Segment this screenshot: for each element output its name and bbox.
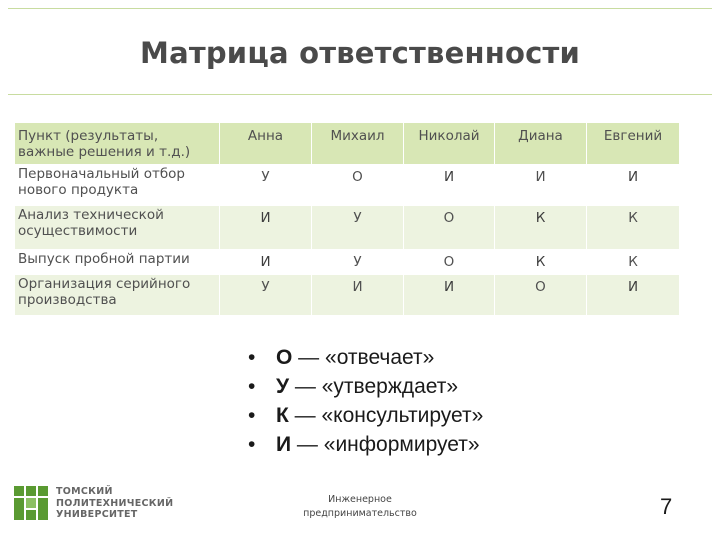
- legend-list: [248, 343, 483, 459]
- bullet-icon: •: [248, 375, 256, 398]
- column-header-diana: Диана: [495, 123, 587, 165]
- top-divider: [8, 8, 712, 9]
- legend-text: — «консультирует»: [288, 404, 484, 427]
- table-cell: И: [404, 274, 495, 315]
- table-cell: К: [495, 206, 587, 249]
- legend-code: И: [276, 433, 292, 456]
- course-footer: Инженерное предпринимательство: [303, 494, 417, 519]
- table-row: [15, 206, 680, 249]
- column-header-evgeny: Евгений: [587, 123, 680, 165]
- legend-code: О: [276, 346, 293, 369]
- bullet-icon: •: [248, 346, 256, 369]
- legend-item: [248, 372, 483, 401]
- legend-item: [248, 430, 483, 459]
- table-cell: К: [587, 249, 680, 274]
- legend-code: К: [276, 404, 289, 427]
- column-header-mikhail: Михаил: [312, 123, 404, 165]
- column-header-anna: Анна: [220, 123, 312, 165]
- responsibility-matrix-table: [14, 122, 680, 316]
- table-header-row: [15, 123, 680, 165]
- table-row: [15, 274, 680, 315]
- legend-text: — «информирует»: [291, 433, 480, 456]
- table-cell: О: [404, 206, 495, 249]
- table-cell: И: [220, 249, 312, 274]
- legend-text: — «утверждает»: [289, 375, 459, 398]
- table-cell: И: [587, 165, 680, 206]
- row-item-label: Организация серийного производства: [15, 274, 220, 315]
- table-cell: У: [312, 206, 404, 249]
- tpu-logo-icon: [14, 486, 48, 520]
- table-cell: У: [220, 274, 312, 315]
- table-cell: И: [495, 165, 587, 206]
- university-name: ТОМСКИЙ ПОЛИТЕХНИЧЕСКИЙ УНИВЕРСИТЕТ: [56, 486, 174, 520]
- table-row: [15, 165, 680, 206]
- bullet-icon: •: [248, 404, 256, 427]
- title-divider: [8, 94, 712, 95]
- table-cell: О: [312, 165, 404, 206]
- table-cell: К: [495, 249, 587, 274]
- slide-title: Матрица ответственности: [140, 36, 580, 70]
- table-cell: У: [312, 249, 404, 274]
- table-cell: И: [220, 206, 312, 249]
- legend-item: [248, 401, 483, 430]
- row-item-label: Первоначальный отбор нового продукта: [15, 165, 220, 206]
- column-header-item: Пункт (результаты, важные решения и т.д.): [15, 123, 220, 165]
- table-cell: У: [220, 165, 312, 206]
- legend-code: У: [276, 375, 290, 398]
- bullet-icon: •: [248, 433, 256, 456]
- table-cell: И: [587, 274, 680, 315]
- table-cell: И: [312, 274, 404, 315]
- legend-text: — «отвечает»: [292, 346, 435, 369]
- page-number: 7: [660, 494, 673, 519]
- legend-item: [248, 343, 483, 372]
- table-cell: О: [495, 274, 587, 315]
- column-header-nikolai: Николай: [404, 123, 495, 165]
- table-row: [15, 249, 680, 274]
- table-cell: И: [404, 165, 495, 206]
- row-item-label: Анализ технической осуществимости: [15, 206, 220, 249]
- row-item-label: Выпуск пробной партии: [15, 249, 220, 274]
- table-cell: О: [404, 249, 495, 274]
- table-cell: К: [587, 206, 680, 249]
